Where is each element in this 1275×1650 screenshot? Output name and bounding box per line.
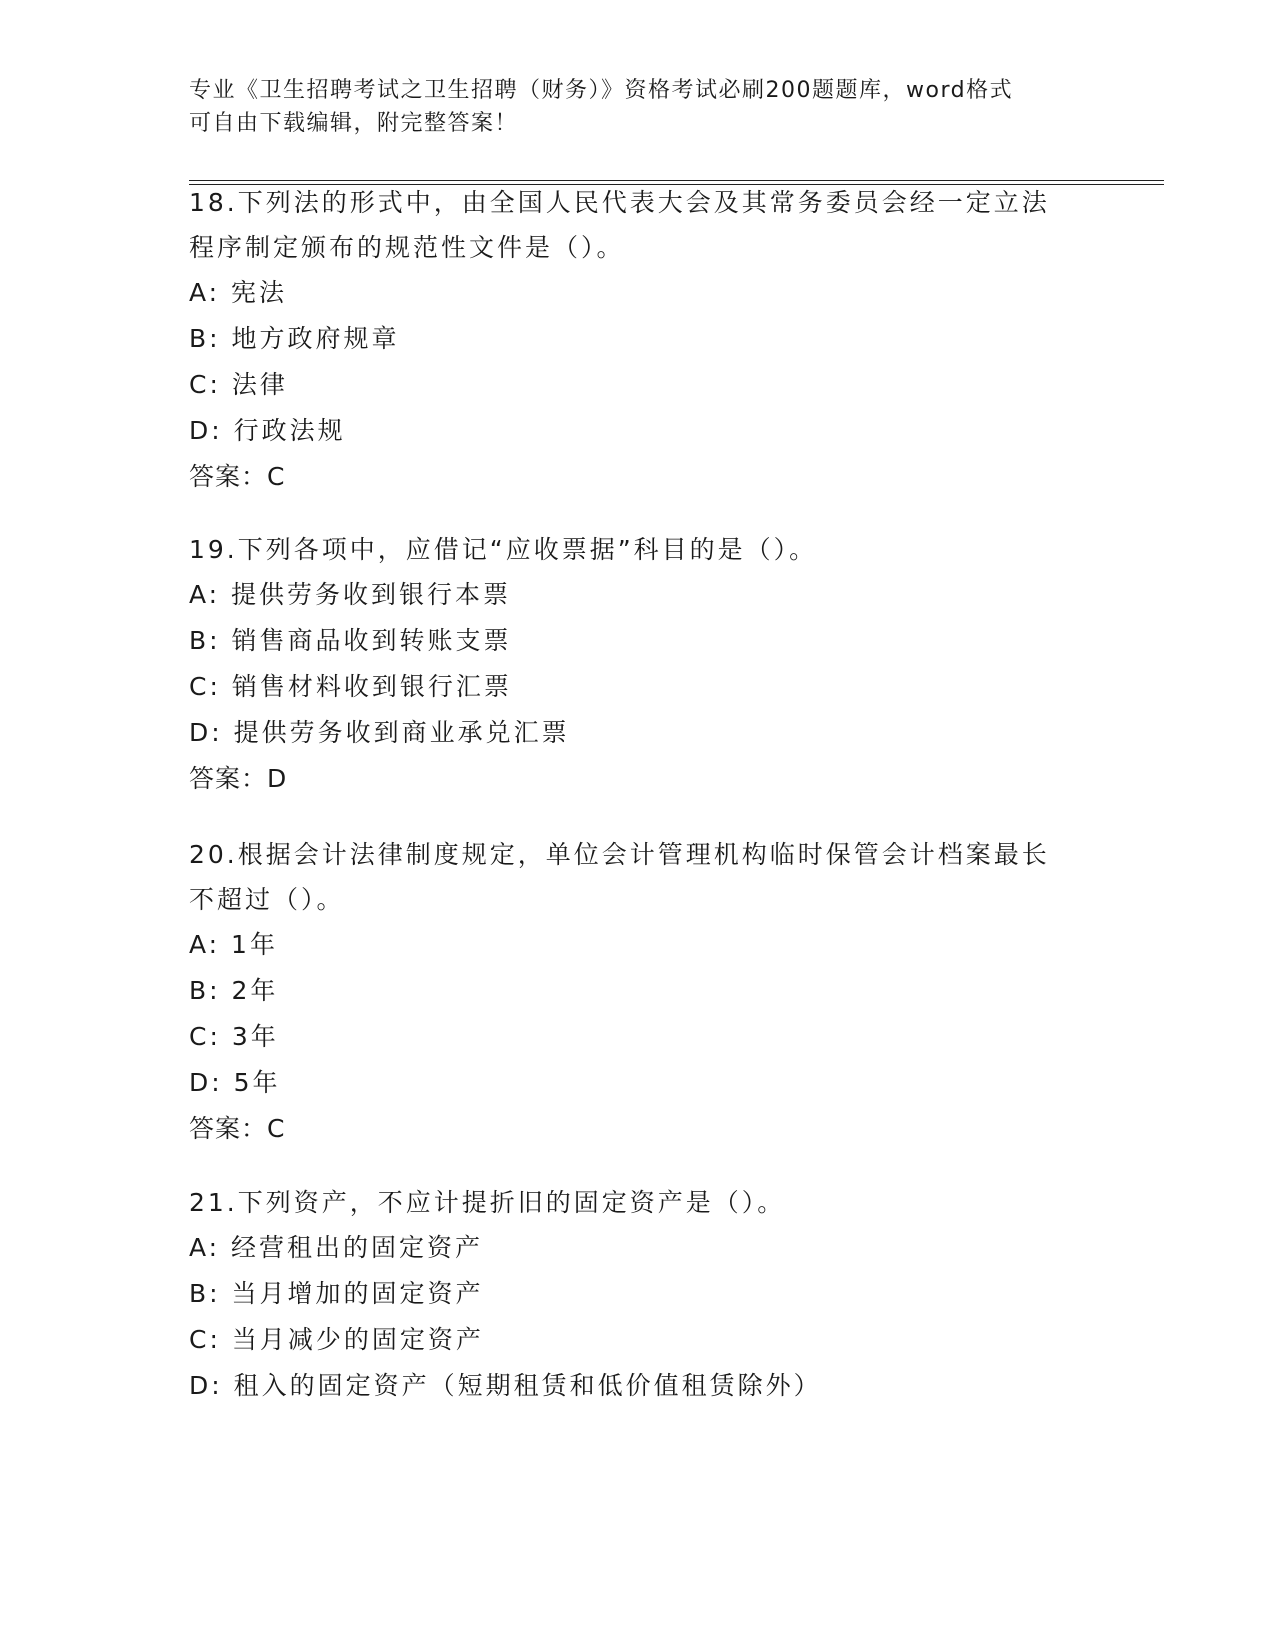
answer: 答案：C [189, 1114, 286, 1143]
option-d: D: 提供劳务收到商业承兑汇票 [189, 718, 570, 747]
option-d: D: 5年 [189, 1068, 281, 1097]
question-18 [189, 180, 1089, 500]
option-c: C: 销售材料收到银行汇票 [189, 672, 512, 701]
question-19 [189, 527, 1089, 802]
option-a: A: 经营租出的固定资产 [189, 1233, 484, 1262]
question-stem-line-1: 20.根据会计法律制度规定，单位会计管理机构临时保管会计档案最长 [189, 840, 1050, 869]
question-21 [189, 1180, 1089, 1409]
option-a: A: 提供劳务收到银行本票 [189, 580, 512, 609]
document-header [189, 74, 1089, 140]
answer: 答案：C [189, 462, 286, 491]
option-a: A: 宪法 [189, 278, 288, 307]
option-c: C: 法律 [189, 370, 288, 399]
option-c: C: 3年 [189, 1022, 279, 1051]
question-20 [189, 832, 1089, 1152]
option-b: B: 当月增加的固定资产 [189, 1279, 484, 1308]
option-c: C: 当月减少的固定资产 [189, 1325, 484, 1354]
option-b: B: 地方政府规章 [189, 324, 400, 353]
header-line-1: 专业《卫生招聘考试之卫生招聘（财务）》资格考试必刷200题题库，word格式 [189, 78, 1014, 103]
option-d: D: 租入的固定资产（短期租赁和低价值租赁除外） [189, 1371, 822, 1400]
question-stem-line-1: 18.下列法的形式中，由全国人民代表大会及其常务委员会经一定立法 [189, 188, 1050, 217]
question-stem-line-2: 程序制定颁布的规范性文件是（）。 [189, 233, 625, 262]
header-line-2: 可自由下载编辑，附完整答案！ [189, 111, 519, 136]
option-d: D: 行政法规 [189, 416, 346, 445]
answer: 答案：D [189, 764, 288, 793]
option-b: B: 销售商品收到转账支票 [189, 626, 512, 655]
option-a: A: 1年 [189, 930, 278, 959]
question-stem-line-1: 19.下列各项中，应借记“应收票据”科目的是（）。 [189, 535, 818, 564]
question-stem-line-1: 21.下列资产，不应计提折旧的固定资产是（）。 [189, 1188, 786, 1217]
option-b: B: 2年 [189, 976, 279, 1005]
question-stem-line-2: 不超过（）。 [189, 885, 345, 914]
